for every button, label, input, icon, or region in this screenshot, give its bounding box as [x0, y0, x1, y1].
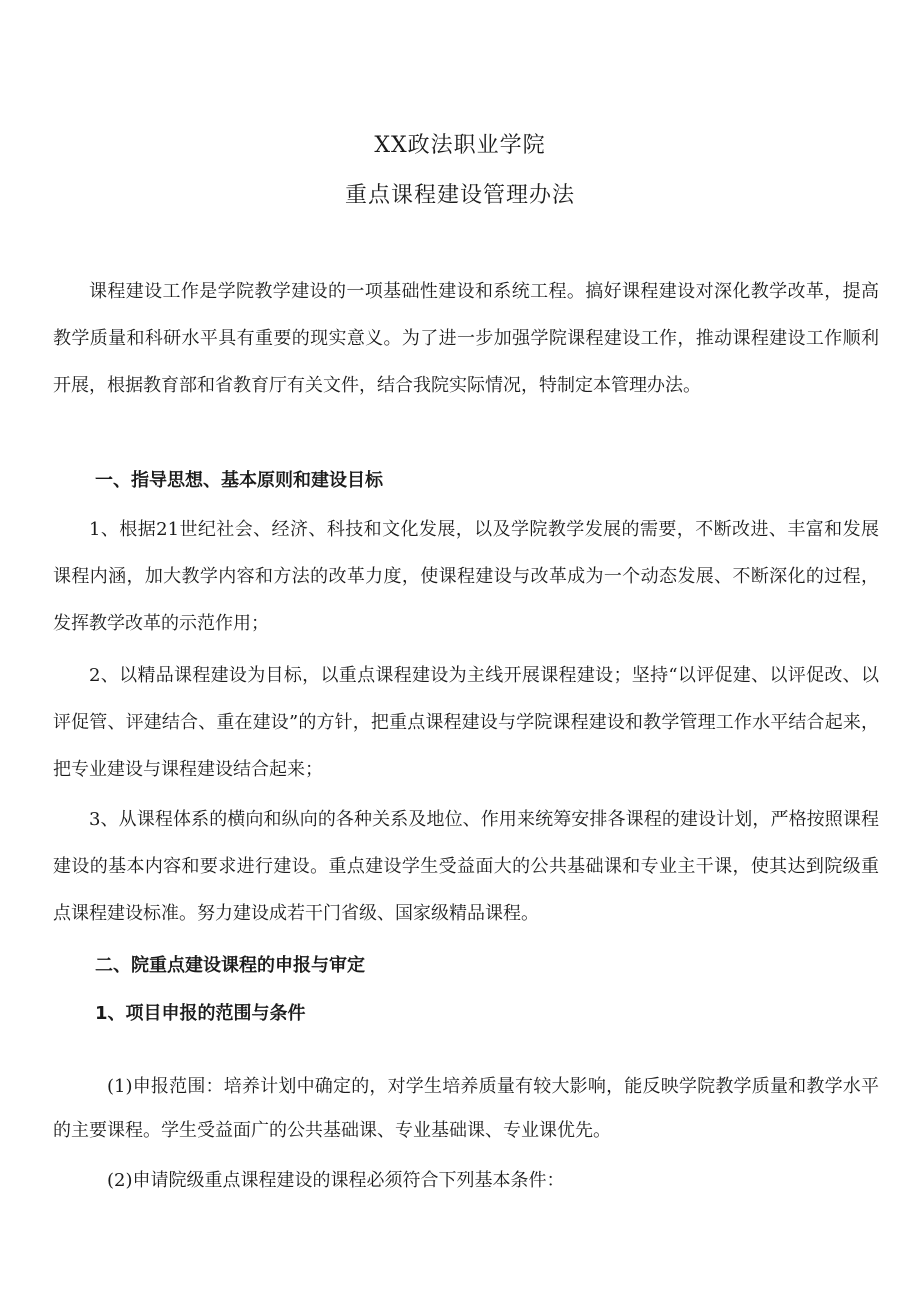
section1-paragraph-3: 3、从课程体系的横向和纵向的各种关系及地位、作用来统筹安排各课程的建设计划，严格按照课程建设的基本内容和要求进行建设。重点建设学生受益面大的公共基础课和专业主干课，使其达到院级重点课程建设标准。努力建设成若干门省级、国家级精品课程。 [53, 809, 879, 924]
condition-item-2: (2)申请院级重点课程建设的课程必须符合下列基本条件： [107, 1170, 565, 1191]
section1-paragraph-1: 1、根据21世纪社会、经济、科技和文化发展，以及学院教学发展的需要，不断改进、丰富和发展课程内涵，加大教学内容和方法的改革力度，使课程建设与改革成为一个动态发展、不断深化的过程，发挥教学改革的示范作用； [53, 519, 879, 634]
condition-item-1: (1)申报范围：培养计划中确定的，对学生培养质量有较大影响，能反映学院教学质量和教学水平的主要课程。学生受益面广的公共基础课、专业基础课、专业课优先。 [53, 1076, 879, 1141]
section1-paragraph-2: 2、以精品课程建设为目标，以重点课程建设为主线开展课程建设；坚持“以评促建、以评促改、以评促管、评建结合、重在建设”的方针，把重点课程建设与学院课程建设和教学管理工作水平结合起来，把专业建设与课程建设结合起来； [53, 665, 879, 780]
document-title-subject: 重点课程建设管理办法 [344, 183, 575, 208]
section1-heading: 一、指导思想、基本原则和建设目标 [95, 470, 383, 491]
document-title-institution: XX政法职业学院 [374, 133, 546, 158]
section2-subsection1-heading: 1、项目申报的范围与条件 [95, 1003, 306, 1024]
section2-heading: 二、院重点建设课程的申报与审定 [95, 955, 365, 976]
intro-paragraph: 课程建设工作是学院教学建设的一项基础性建设和系统工程。搞好课程建设对深化教学改革，提高教学质量和科研水平具有重要的现实意义。为了进一步加强学院课程建设工作，推动课程建设工作顺利开展，根据教育部和省教育厅有关文件，结合我院实际情况，特制定本管理办法。 [53, 281, 879, 396]
